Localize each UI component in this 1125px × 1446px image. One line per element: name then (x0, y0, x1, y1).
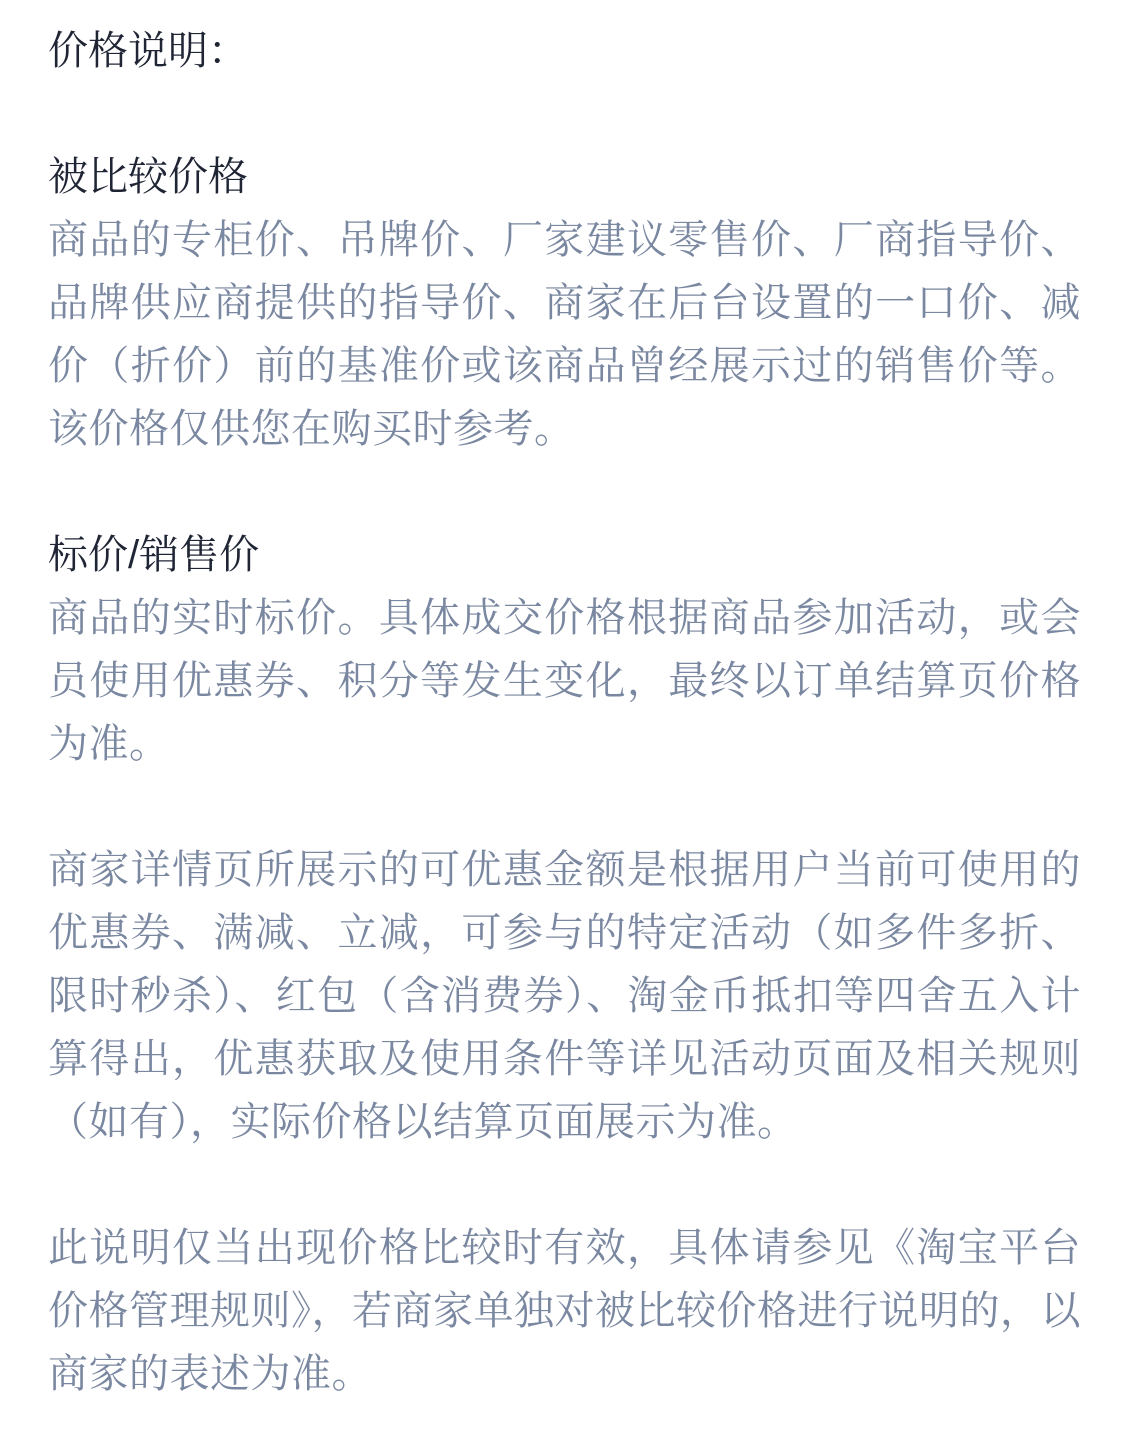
section-discount-amount (48, 839, 1081, 1154)
section-heading-compared-price: 被比较价格 (48, 155, 248, 199)
section-validity-note (48, 1217, 1081, 1406)
section-body-compared-price: 商品的专柜价、吊牌价、厂家建议零售价、厂商指导价、品牌供应商提供的指导价、商家在后台设置的一口价、减价（折价）前的基准价或该商品曾经展示过的销售价等。该价格仅供您在购买时参考。 (48, 218, 1081, 451)
section-body-list-price: 商品的实时标价。具体成交价格根据商品参加活动，或会员使用优惠券、积分等发生变化，最终以订单结算页价格为准。 (48, 596, 1081, 766)
page-title: 价格说明： (48, 29, 248, 73)
section-body-validity-note: 此说明仅当出现价格比较时有效，具体请参见《淘宝平台价格管理规则》，若商家单独对被比较价格进行说明的，以商家的表述为准。 (48, 1226, 1081, 1396)
section-body-discount-amount: 商家详情页所展示的可优惠金额是根据用户当前可使用的优惠券、满减、立减，可参与的特定活动（如多件多折、限时秒杀）、红包（含消费券）、淘金币抵扣等四舍五入计算得出，优惠获取及使用条件等详见活动页面及相关规则（如有），实际价格以结算页面展示为准。 (48, 848, 1081, 1144)
section-compared-price (48, 146, 1081, 461)
section-list-price (48, 524, 1081, 776)
section-heading-list-price: 标价/销售价 (48, 533, 260, 577)
